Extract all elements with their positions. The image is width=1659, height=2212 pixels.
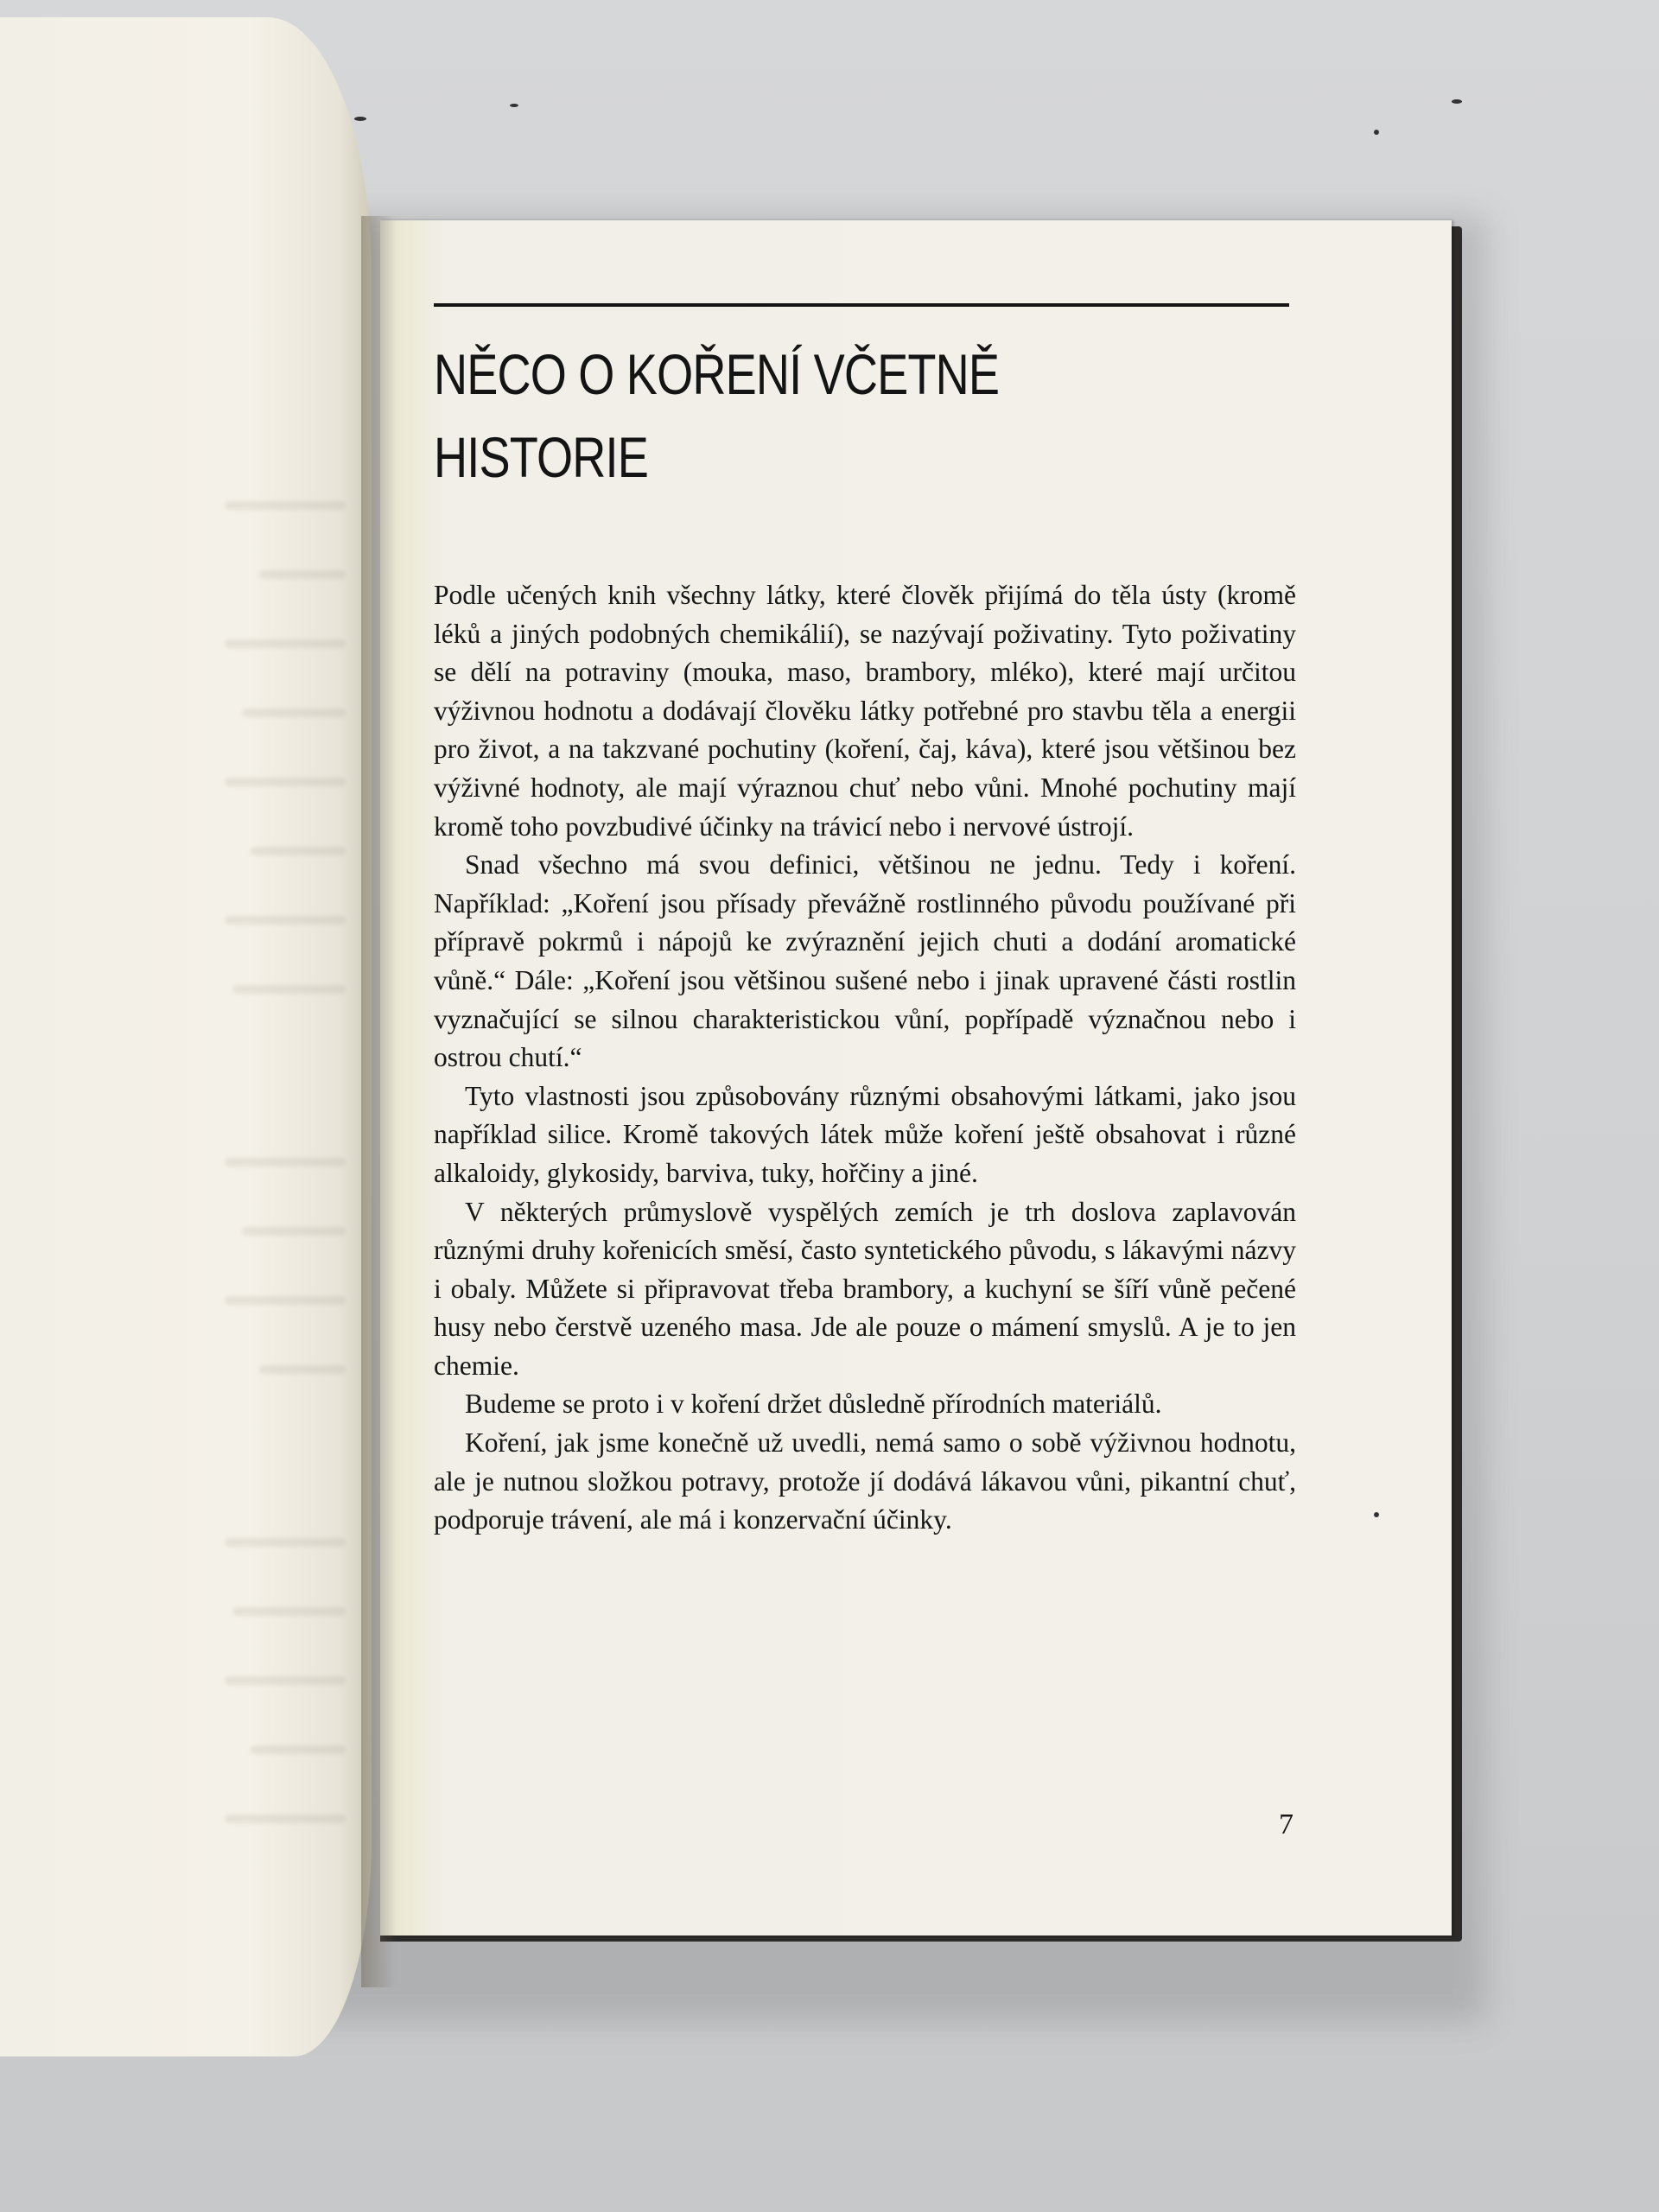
ghost-text-line [259, 570, 346, 579]
paragraph: Podle učených knih všechny látky, které člověk přijímá do těla ústy (kromě léků a jiných podobných chemikálií), se nazývají poživatiny. Tyto poživatiny se dělí na potraviny (mouka, maso, brambory, mléko), které mají určitou výživnou hodnotu a dodávají člověku látky potřebné pro stavbu těla a energii pro život, a na takzvané pochutiny (koření, čaj, káva), které jsou většinou bez výživné hodnoty, ale mají výraznou chuť nebo vůni. Mnohé pochutiny mají kromě toho povzbudivé účinky na trávicí nebo i nervové ústrojí. [434, 580, 1296, 842]
ghost-text-line [225, 639, 346, 648]
ghost-text-line [225, 1296, 346, 1305]
paragraph: Snad všechno má svou definici, většinou ne jednu. Tedy i koření. Například: „Koření jsou přísady převážně rostlinného původu používané při přípravě pokrmů i nápojů ke zvýraznění jejich chuti a dodání aromatické vůně.“ Dále: „Koření jsou většinou sušené nebo i jinak upravené části rostlin vyznačující se silnou charakteristickou vůní, popřípadě význačnou nebo i ostrou chutí.“ [434, 849, 1296, 1073]
ghost-text-line [233, 1607, 346, 1616]
paragraph: V některých průmyslově vyspělých zemích je trh doslova zaplavován různými druhy kořenicích směsí, často syntetického původu, s lákavými názvy i obaly. Můžete si připravovat třeba brambory, a kuchyní se šíří vůně pečené husy nebo čerstvě uzeného masa. Jde ale pouze o mámení smyslů. A je to jen chemie. [434, 1196, 1296, 1381]
ghost-text-line [225, 1676, 346, 1685]
page-number: 7 [1279, 1808, 1294, 1840]
dust-speck [1452, 99, 1462, 104]
right-page [380, 220, 1452, 1936]
ghost-text-line [242, 709, 346, 717]
book-gutter-shadow [361, 216, 396, 1987]
dust-speck [1374, 130, 1379, 135]
body-text [434, 576, 1296, 1540]
paragraph: Budeme se proto i v koření držet důsledně přírodních materiálů. [465, 1389, 1162, 1420]
dust-speck [1374, 1512, 1379, 1517]
ghost-text-line [225, 916, 346, 925]
dust-speck [354, 117, 366, 121]
paragraph: Tyto vlastnosti jsou způsobovány různými obsahovými látkami, jako jsou například silice. Kromě takových látek může koření ještě obsahovat i různé alkaloidy, glykosidy, barviva, tuky, hořčiny a jiné. [434, 1080, 1296, 1188]
ghost-text-line [259, 1365, 346, 1374]
ghost-text-line [225, 501, 346, 510]
chapter-title-line-2: HISTORIE [434, 425, 649, 489]
ghost-text-line [225, 1158, 346, 1166]
chapter-title-line-1: NĚCO O KOŘENÍ VČETNĚ [434, 342, 1000, 406]
ghost-text-line [251, 1745, 346, 1754]
chapter-title [434, 333, 1142, 499]
paragraph: Koření, jak jsme konečně už uvedli, nemá samo o sobě výživnou hodnotu, ale je nutnou složkou potravy, protože jí dodává lákavou vůni, pikantní chuť, podporuje trávení, ale má i konzervační účinky. [434, 1427, 1296, 1535]
ghost-text-line [225, 1538, 346, 1547]
chapter-top-rule [434, 303, 1289, 307]
ghost-text-line [242, 1227, 346, 1236]
ghost-text-line [225, 778, 346, 786]
left-page [0, 17, 372, 2056]
dust-speck [510, 104, 518, 107]
ghost-text-line [233, 985, 346, 994]
ghost-text-line [225, 1815, 346, 1823]
ghost-text-line [251, 847, 346, 855]
